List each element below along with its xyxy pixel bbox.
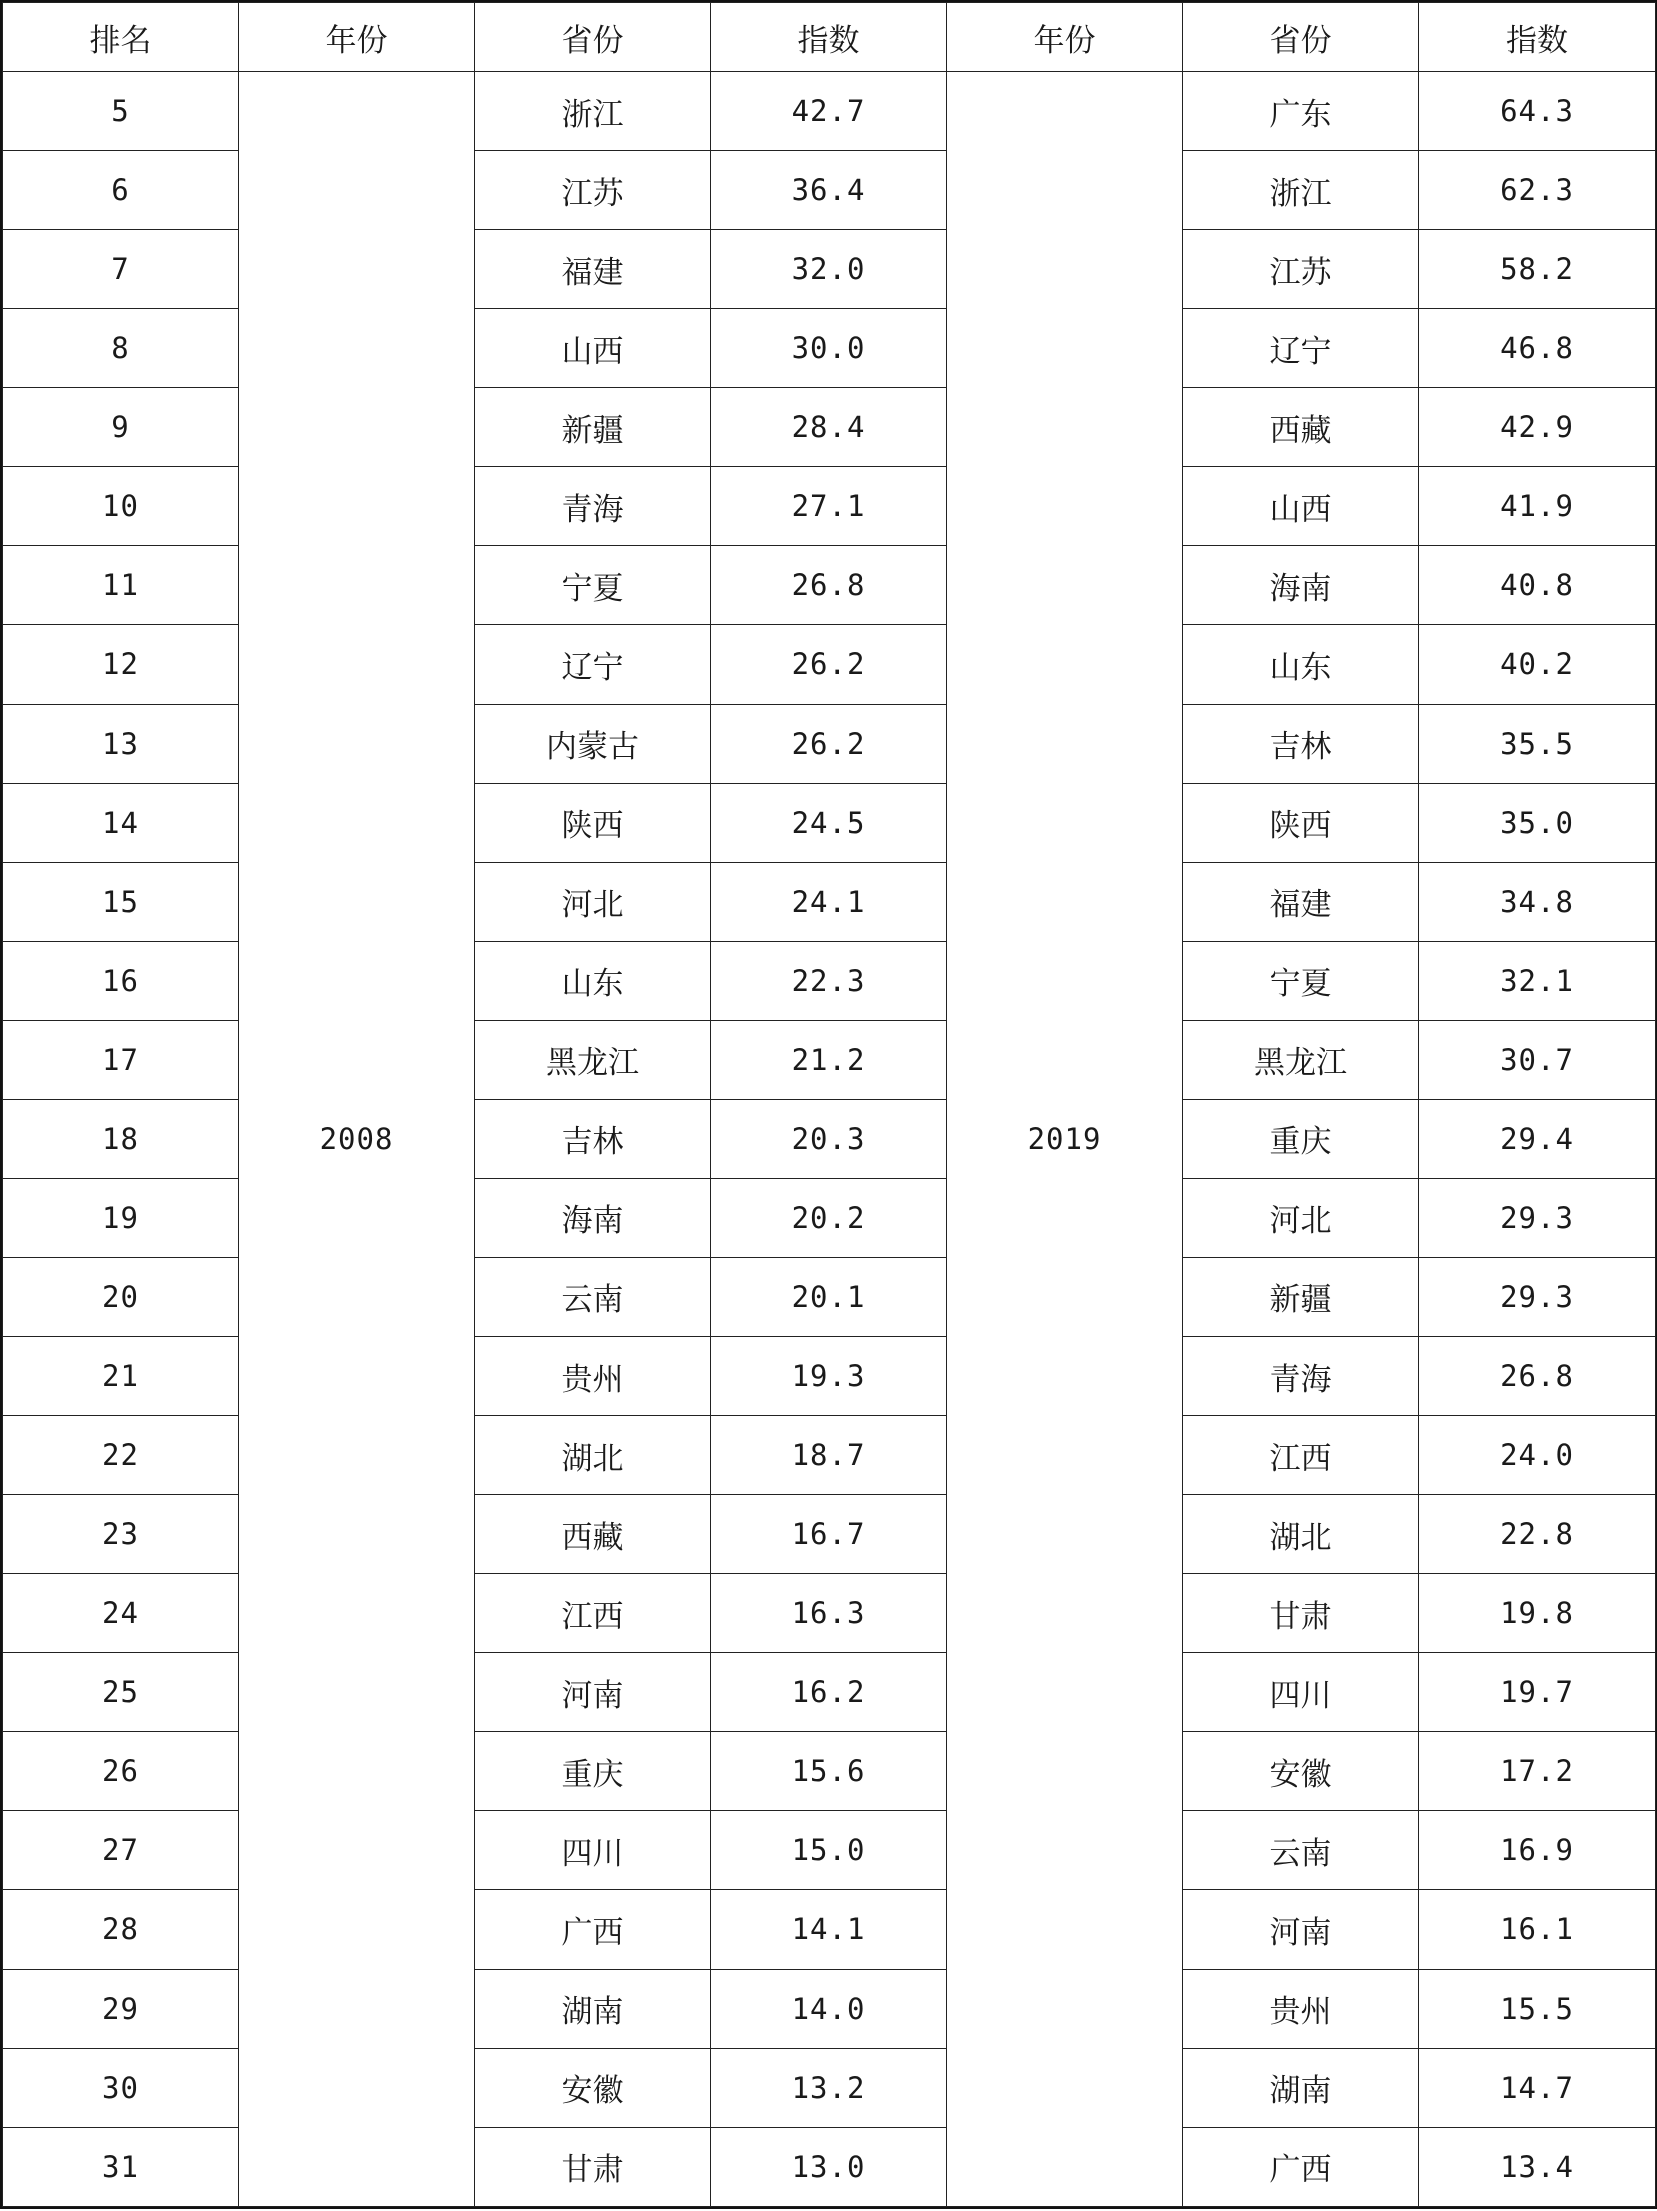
year-cell-right: 2019 bbox=[947, 72, 1183, 2207]
province-cell-left: 山西 bbox=[475, 309, 711, 388]
index-cell-right: 26.8 bbox=[1419, 1337, 1656, 1416]
province-cell-right: 吉林 bbox=[1183, 704, 1419, 783]
table-body bbox=[3, 72, 1656, 2207]
index-cell-right: 19.7 bbox=[1419, 1653, 1656, 1732]
province-cell-right: 福建 bbox=[1183, 862, 1419, 941]
province-cell-left: 重庆 bbox=[475, 1732, 711, 1811]
province-cell-left: 西藏 bbox=[475, 1495, 711, 1574]
table-row bbox=[3, 72, 1656, 151]
province-cell-left: 河南 bbox=[475, 1653, 711, 1732]
index-cell-left: 26.2 bbox=[711, 704, 947, 783]
index-cell-right: 32.1 bbox=[1419, 941, 1656, 1020]
table-header bbox=[3, 3, 1656, 72]
index-cell-right: 62.3 bbox=[1419, 151, 1656, 230]
province-cell-right: 青海 bbox=[1183, 1337, 1419, 1416]
index-cell-right: 30.7 bbox=[1419, 1020, 1656, 1099]
rank-cell: 6 bbox=[3, 151, 239, 230]
index-cell-left: 20.1 bbox=[711, 1257, 947, 1336]
province-cell-right: 广东 bbox=[1183, 72, 1419, 151]
rank-cell: 10 bbox=[3, 467, 239, 546]
rank-cell: 25 bbox=[3, 1653, 239, 1732]
index-cell-left: 18.7 bbox=[711, 1416, 947, 1495]
rank-cell: 9 bbox=[3, 388, 239, 467]
rank-cell: 23 bbox=[3, 1495, 239, 1574]
index-cell-left: 20.2 bbox=[711, 1178, 947, 1257]
index-cell-left: 36.4 bbox=[711, 151, 947, 230]
header-row bbox=[3, 3, 1656, 72]
index-cell-right: 34.8 bbox=[1419, 862, 1656, 941]
province-cell-left: 浙江 bbox=[475, 72, 711, 151]
index-cell-left: 13.0 bbox=[711, 2127, 947, 2206]
province-cell-right: 江西 bbox=[1183, 1416, 1419, 1495]
province-cell-left: 宁夏 bbox=[475, 546, 711, 625]
province-cell-left: 吉林 bbox=[475, 1099, 711, 1178]
index-cell-left: 16.2 bbox=[711, 1653, 947, 1732]
rank-cell: 17 bbox=[3, 1020, 239, 1099]
index-cell-right: 35.0 bbox=[1419, 783, 1656, 862]
province-cell-right: 海南 bbox=[1183, 546, 1419, 625]
rank-cell: 28 bbox=[3, 1890, 239, 1969]
header-index-right: 指数 bbox=[1419, 3, 1656, 72]
rank-cell: 5 bbox=[3, 72, 239, 151]
index-cell-left: 42.7 bbox=[711, 72, 947, 151]
header-year-left: 年份 bbox=[239, 3, 475, 72]
rank-cell: 18 bbox=[3, 1099, 239, 1178]
index-cell-left: 16.7 bbox=[711, 1495, 947, 1574]
province-cell-left: 江西 bbox=[475, 1574, 711, 1653]
index-cell-right: 16.1 bbox=[1419, 1890, 1656, 1969]
rank-cell: 15 bbox=[3, 862, 239, 941]
rank-cell: 14 bbox=[3, 783, 239, 862]
header-index-left: 指数 bbox=[711, 3, 947, 72]
province-cell-left: 黑龙江 bbox=[475, 1020, 711, 1099]
index-cell-right: 41.9 bbox=[1419, 467, 1656, 546]
rank-cell: 27 bbox=[3, 1811, 239, 1890]
index-cell-left: 26.2 bbox=[711, 625, 947, 704]
province-cell-right: 河南 bbox=[1183, 1890, 1419, 1969]
province-cell-left: 海南 bbox=[475, 1178, 711, 1257]
index-cell-left: 26.8 bbox=[711, 546, 947, 625]
index-cell-left: 28.4 bbox=[711, 388, 947, 467]
index-cell-right: 29.4 bbox=[1419, 1099, 1656, 1178]
province-cell-left: 湖南 bbox=[475, 1969, 711, 2048]
province-cell-left: 新疆 bbox=[475, 388, 711, 467]
province-cell-right: 江苏 bbox=[1183, 230, 1419, 309]
rank-cell: 19 bbox=[3, 1178, 239, 1257]
rank-cell: 29 bbox=[3, 1969, 239, 2048]
province-cell-left: 山东 bbox=[475, 941, 711, 1020]
province-cell-right: 山东 bbox=[1183, 625, 1419, 704]
rank-cell: 16 bbox=[3, 941, 239, 1020]
province-cell-left: 甘肃 bbox=[475, 2127, 711, 2206]
province-cell-right: 河北 bbox=[1183, 1178, 1419, 1257]
rank-cell: 13 bbox=[3, 704, 239, 783]
province-cell-left: 福建 bbox=[475, 230, 711, 309]
index-cell-right: 17.2 bbox=[1419, 1732, 1656, 1811]
index-cell-left: 16.3 bbox=[711, 1574, 947, 1653]
index-cell-left: 20.3 bbox=[711, 1099, 947, 1178]
index-cell-left: 24.1 bbox=[711, 862, 947, 941]
rank-cell: 7 bbox=[3, 230, 239, 309]
index-cell-right: 15.5 bbox=[1419, 1969, 1656, 2048]
index-cell-right: 64.3 bbox=[1419, 72, 1656, 151]
index-cell-right: 19.8 bbox=[1419, 1574, 1656, 1653]
province-cell-left: 河北 bbox=[475, 862, 711, 941]
rank-cell: 8 bbox=[3, 309, 239, 388]
index-cell-left: 22.3 bbox=[711, 941, 947, 1020]
index-cell-left: 32.0 bbox=[711, 230, 947, 309]
province-cell-right: 甘肃 bbox=[1183, 1574, 1419, 1653]
province-cell-right: 安徽 bbox=[1183, 1732, 1419, 1811]
province-cell-left: 内蒙古 bbox=[475, 704, 711, 783]
index-cell-left: 19.3 bbox=[711, 1337, 947, 1416]
rank-cell: 30 bbox=[3, 2048, 239, 2127]
province-cell-left: 云南 bbox=[475, 1257, 711, 1336]
rank-cell: 11 bbox=[3, 546, 239, 625]
index-cell-right: 24.0 bbox=[1419, 1416, 1656, 1495]
header-province-left: 省份 bbox=[475, 3, 711, 72]
province-cell-left: 辽宁 bbox=[475, 625, 711, 704]
province-cell-right: 宁夏 bbox=[1183, 941, 1419, 1020]
rank-cell: 12 bbox=[3, 625, 239, 704]
ranking-table bbox=[2, 2, 1656, 2207]
rank-cell: 20 bbox=[3, 1257, 239, 1336]
index-cell-right: 29.3 bbox=[1419, 1257, 1656, 1336]
province-cell-right: 西藏 bbox=[1183, 388, 1419, 467]
province-cell-right: 山西 bbox=[1183, 467, 1419, 546]
index-cell-right: 22.8 bbox=[1419, 1495, 1656, 1574]
province-cell-right: 四川 bbox=[1183, 1653, 1419, 1732]
rank-cell: 21 bbox=[3, 1337, 239, 1416]
province-cell-right: 陕西 bbox=[1183, 783, 1419, 862]
province-cell-right: 浙江 bbox=[1183, 151, 1419, 230]
rank-cell: 22 bbox=[3, 1416, 239, 1495]
index-cell-right: 58.2 bbox=[1419, 230, 1656, 309]
index-cell-left: 15.0 bbox=[711, 1811, 947, 1890]
index-cell-right: 13.4 bbox=[1419, 2127, 1656, 2206]
province-cell-right: 贵州 bbox=[1183, 1969, 1419, 2048]
province-cell-right: 广西 bbox=[1183, 2127, 1419, 2206]
index-cell-right: 29.3 bbox=[1419, 1178, 1656, 1257]
province-cell-right: 重庆 bbox=[1183, 1099, 1419, 1178]
index-cell-left: 13.2 bbox=[711, 2048, 947, 2127]
province-cell-left: 陕西 bbox=[475, 783, 711, 862]
province-cell-right: 黑龙江 bbox=[1183, 1020, 1419, 1099]
province-cell-right: 新疆 bbox=[1183, 1257, 1419, 1336]
index-cell-left: 14.0 bbox=[711, 1969, 947, 2048]
province-cell-right: 湖南 bbox=[1183, 2048, 1419, 2127]
province-cell-left: 安徽 bbox=[475, 2048, 711, 2127]
index-cell-right: 16.9 bbox=[1419, 1811, 1656, 1890]
index-cell-left: 21.2 bbox=[711, 1020, 947, 1099]
index-cell-left: 15.6 bbox=[711, 1732, 947, 1811]
province-cell-left: 四川 bbox=[475, 1811, 711, 1890]
rank-cell: 24 bbox=[3, 1574, 239, 1653]
province-cell-right: 云南 bbox=[1183, 1811, 1419, 1890]
index-cell-right: 40.2 bbox=[1419, 625, 1656, 704]
index-cell-left: 30.0 bbox=[711, 309, 947, 388]
province-cell-right: 湖北 bbox=[1183, 1495, 1419, 1574]
rank-cell: 31 bbox=[3, 2127, 239, 2206]
province-cell-right: 辽宁 bbox=[1183, 309, 1419, 388]
year-cell-left: 2008 bbox=[239, 72, 475, 2207]
header-year-right: 年份 bbox=[947, 3, 1183, 72]
province-cell-left: 江苏 bbox=[475, 151, 711, 230]
rank-cell: 26 bbox=[3, 1732, 239, 1811]
index-cell-right: 46.8 bbox=[1419, 309, 1656, 388]
index-cell-left: 14.1 bbox=[711, 1890, 947, 1969]
index-cell-right: 42.9 bbox=[1419, 388, 1656, 467]
header-rank: 排名 bbox=[3, 3, 239, 72]
province-cell-left: 湖北 bbox=[475, 1416, 711, 1495]
province-cell-left: 贵州 bbox=[475, 1337, 711, 1416]
index-cell-left: 27.1 bbox=[711, 467, 947, 546]
province-cell-left: 广西 bbox=[475, 1890, 711, 1969]
index-cell-right: 35.5 bbox=[1419, 704, 1656, 783]
header-province-right: 省份 bbox=[1183, 3, 1419, 72]
index-cell-right: 40.8 bbox=[1419, 546, 1656, 625]
province-cell-left: 青海 bbox=[475, 467, 711, 546]
index-cell-right: 14.7 bbox=[1419, 2048, 1656, 2127]
index-cell-left: 24.5 bbox=[711, 783, 947, 862]
